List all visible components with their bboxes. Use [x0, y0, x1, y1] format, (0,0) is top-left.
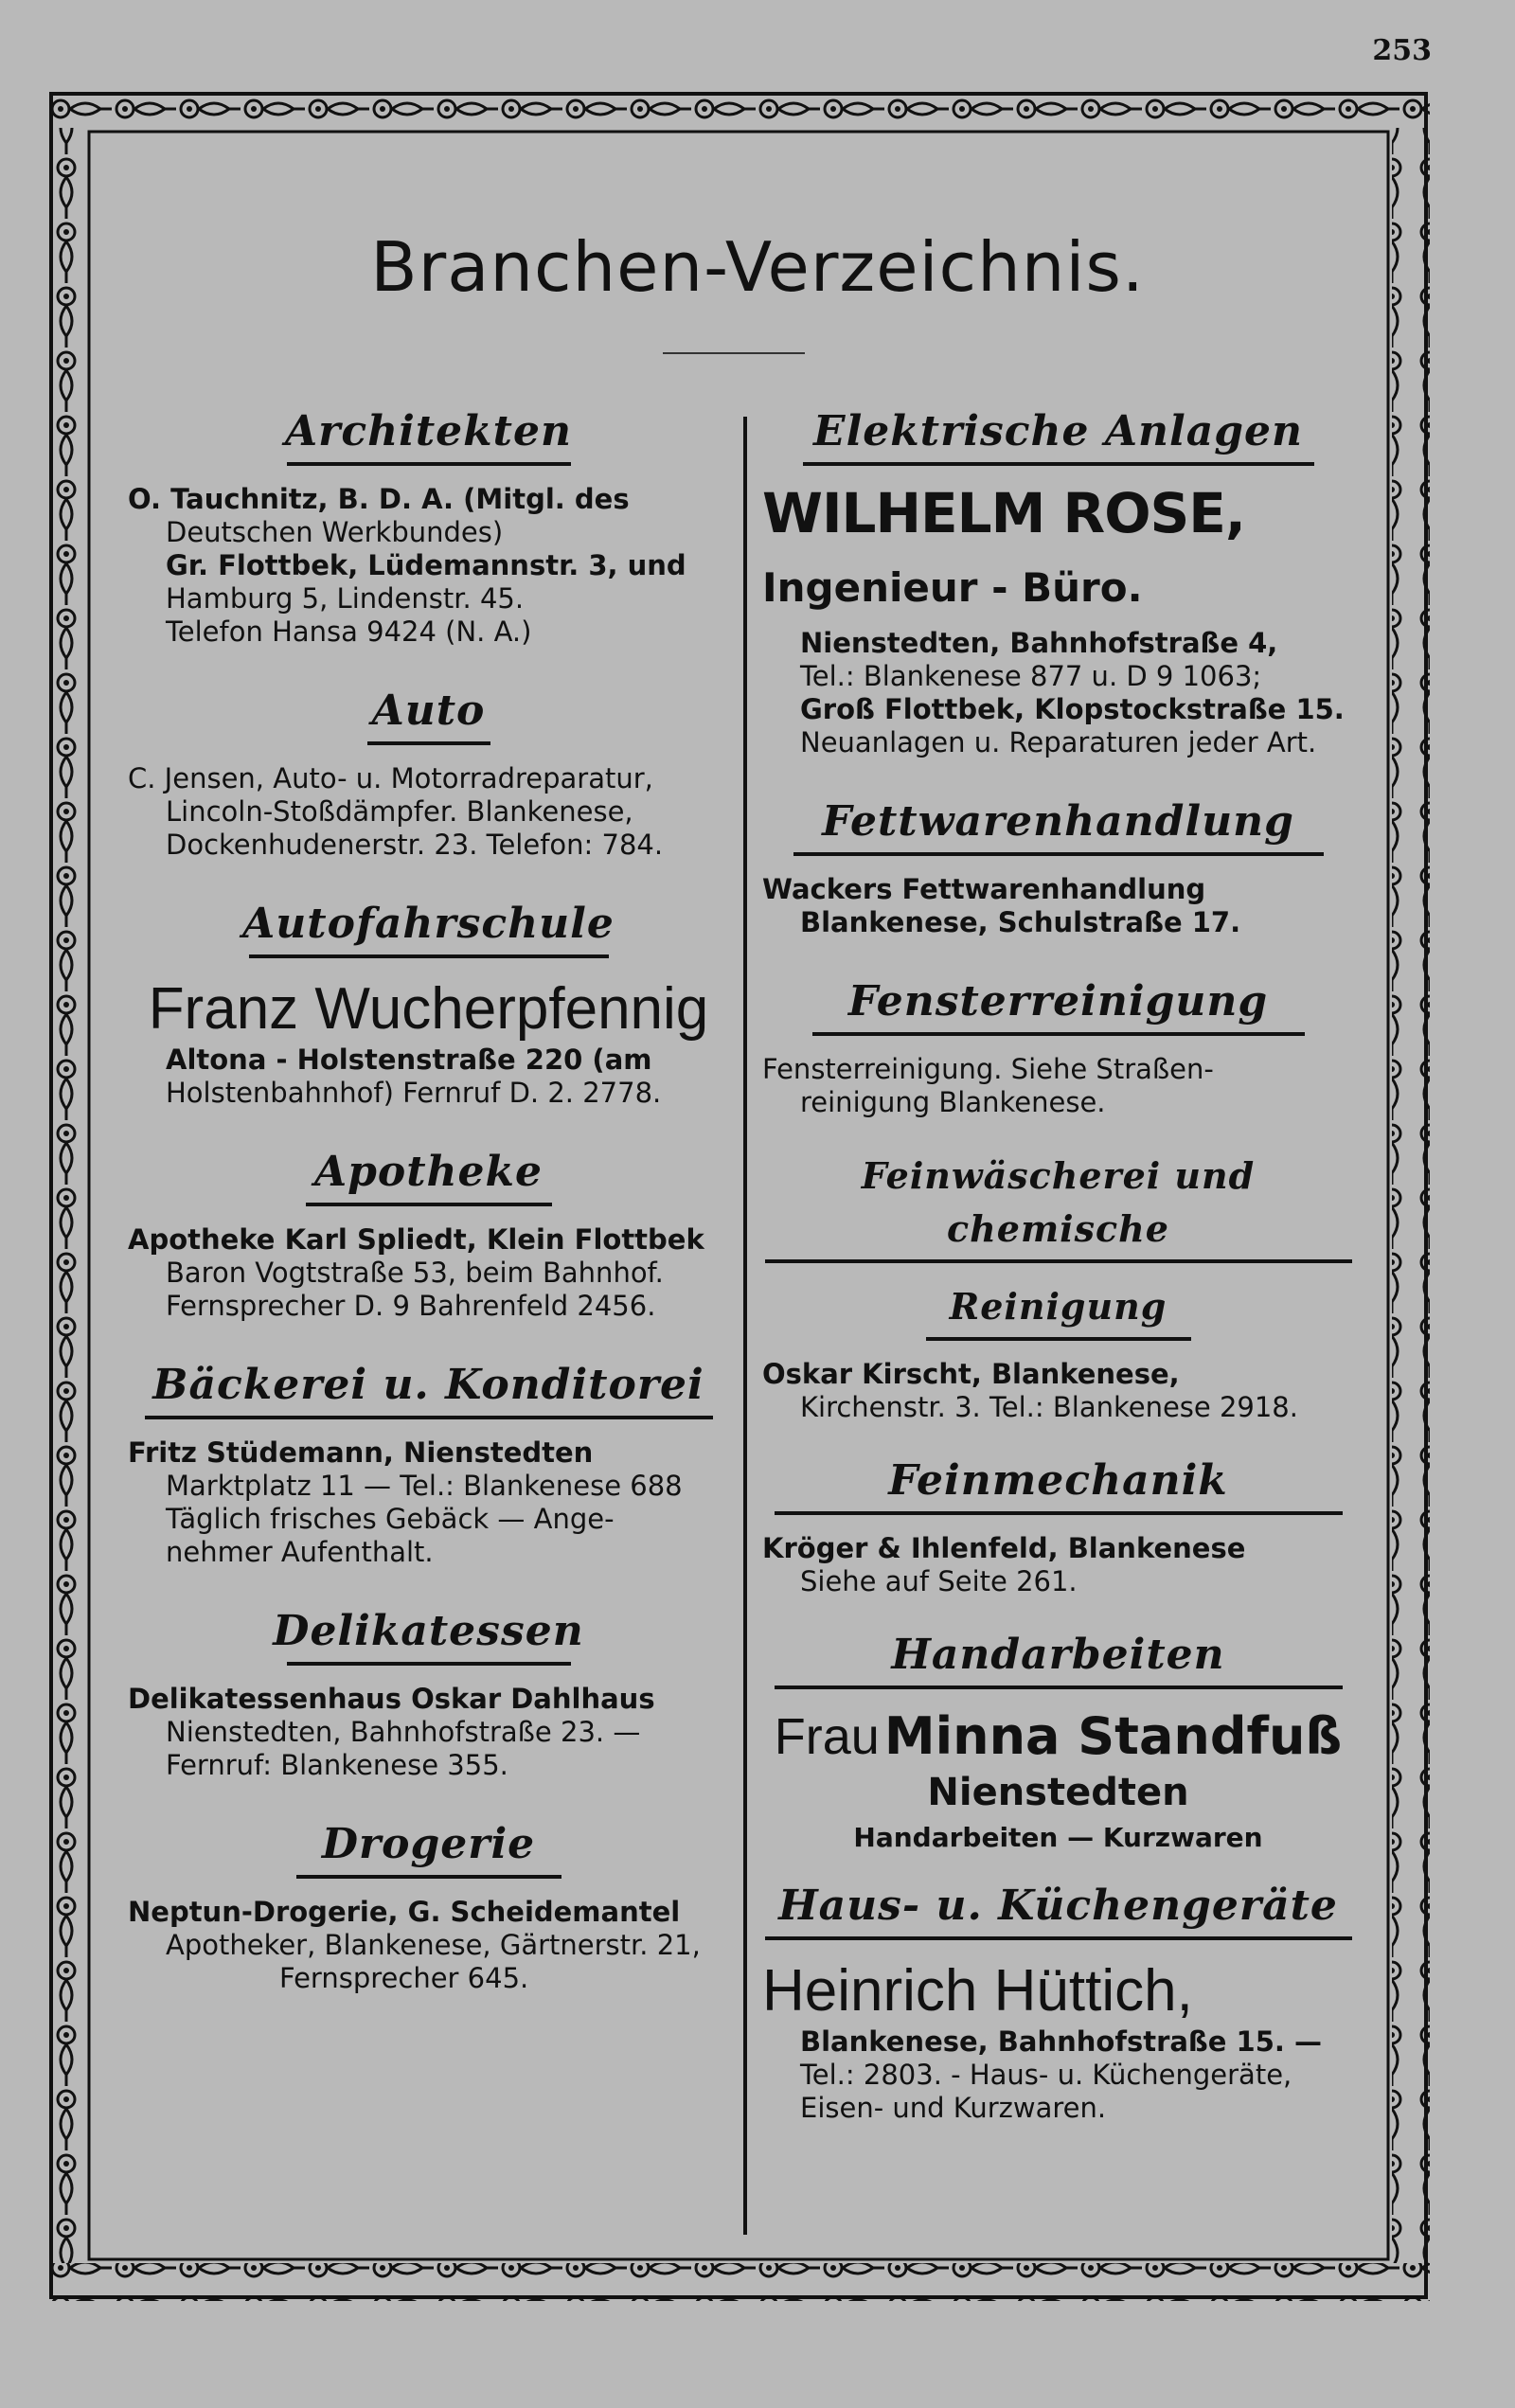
- entry-line: Dockenhudenerstr. 23. Telefon: 784.: [166, 829, 664, 861]
- entry-text: [128, 483, 729, 649]
- heading-rule: [306, 1203, 552, 1206]
- entry-line: Neuanlagen u. Reparaturen jeder Art.: [800, 726, 1317, 758]
- firm-name-main: WILHELM ROSE,: [762, 481, 1245, 545]
- heading-rule: [367, 741, 490, 745]
- entry-text: [762, 1053, 1354, 1119]
- entry-text: [128, 762, 729, 862]
- entry-line: Deutschen Werkbundes): [166, 516, 504, 548]
- entry-line: Kirchenstr. 3. Tel.: Blankenese 2918.: [800, 1391, 1298, 1423]
- entry-line: Fritz Stüdemann, Nienstedten: [128, 1436, 594, 1469]
- heading-rule: [803, 462, 1314, 466]
- section-auto: [128, 677, 729, 862]
- entry-line: Siehe auf Seite 261.: [800, 1565, 1078, 1597]
- section-heading: Fensterreinigung: [847, 977, 1269, 1026]
- entry-line: Fernsprecher 645.: [279, 1962, 529, 1994]
- page-title: Branchen-Verzeichnis.: [370, 227, 1145, 307]
- section-autofahrschule: [128, 890, 729, 1110]
- entry-line: Eisen- und Kurzwaren.: [800, 2092, 1107, 2124]
- entry-text: [128, 1043, 729, 1110]
- section-hausgeraete: [762, 1872, 1354, 2125]
- section-baeckerei: [128, 1351, 729, 1569]
- section-subheading: Reinigung: [949, 1285, 1167, 1328]
- entry-text: [762, 873, 1354, 939]
- entry-text: [762, 2025, 1354, 2125]
- heading-rule: [775, 1511, 1343, 1515]
- entry-text: [128, 1436, 729, 1569]
- entry-line: Neptun-Drogerie, G. Scheidemantel: [128, 1896, 681, 1928]
- section-delikatessen: [128, 1597, 729, 1782]
- section-fensterreinigung: [762, 968, 1354, 1119]
- title-rule: [663, 352, 805, 354]
- entry-line: Apotheker, Blankenese, Gärtnerstr. 21,: [166, 1929, 701, 1961]
- entry-line: Delikatessenhaus Oskar Dahlhaus: [128, 1683, 655, 1715]
- entry-text: [762, 1532, 1354, 1598]
- entry-line: Nienstedten, Bahnhofstraße 23. —: [166, 1716, 641, 1748]
- section-heading: Auto: [371, 687, 486, 735]
- entry-text: [128, 1896, 729, 1995]
- firm-name: Franz Wucherpfennig: [148, 976, 709, 1042]
- advert-minna-standfuss: [762, 1706, 1354, 1857]
- firm-name-suffix: Ingenieur - Büro.: [762, 564, 1143, 611]
- advert-frau: Frau: [774, 1708, 880, 1765]
- entry-line: Marktplatz 11 — Tel.: Blankenese 688: [166, 1470, 683, 1502]
- entry-line: Blankenese, Bahnhofstraße 15. —: [800, 2025, 1323, 2058]
- section-heading: Haus- u. Küchengeräte: [778, 1882, 1338, 1930]
- section-heading: Delikatessen: [273, 1607, 584, 1655]
- entry-line: Wackers Fettwarenhandlung: [762, 873, 1206, 905]
- heading-rule: [812, 1032, 1305, 1036]
- heading-rule: [775, 1686, 1343, 1689]
- section-elektrische-anlagen: [762, 398, 1354, 759]
- entry-line: Apotheke Karl Spliedt, Klein Flottbek: [128, 1223, 704, 1256]
- heading-rule: [765, 1936, 1352, 1940]
- entry-line: Fernruf: Blankenese 355.: [166, 1749, 508, 1781]
- entry-line: Groß Flottbek, Klopstockstraße 15.: [800, 693, 1345, 725]
- entry-line: O. Tauchnitz, B. D. A. (Mitgl. des: [128, 483, 630, 515]
- entry-line: Lincoln-Stoßdämpfer. Blankenese,: [166, 795, 633, 828]
- section-drogerie: [128, 1810, 729, 1995]
- entry-text: [762, 627, 1354, 759]
- heading-rule: [145, 1416, 713, 1419]
- right-column: [762, 398, 1354, 2125]
- entry-line: Fernsprecher D. 9 Bahrenfeld 2456.: [166, 1290, 656, 1322]
- entry-line: C. Jensen, Auto- u. Motorradreparatur,: [128, 762, 653, 794]
- section-fettwaren: [762, 788, 1354, 939]
- left-column: [128, 398, 729, 1995]
- section-heading: Feinmechanik: [888, 1456, 1228, 1505]
- entry-line: Oskar Kirscht, Blankenese,: [762, 1358, 1180, 1390]
- entry-text: [762, 1358, 1354, 1424]
- entry-line: nehmer Aufenthalt.: [166, 1536, 434, 1568]
- section-heading: Drogerie: [321, 1820, 536, 1868]
- firm-name: [762, 483, 1354, 627]
- advert-place: Nienstedten: [927, 1771, 1189, 1814]
- heading-rule: [287, 1662, 571, 1666]
- entry-text: [128, 1683, 729, 1782]
- entry-line: Hamburg 5, Lindenstr. 45.: [166, 582, 525, 615]
- section-handarbeiten: [762, 1621, 1354, 1857]
- advert-goods: Handarbeiten — Kurzwaren: [853, 1822, 1263, 1853]
- entry-line: Täglich frisches Gebäck — Ange-: [166, 1503, 615, 1535]
- heading-rule: [926, 1337, 1191, 1341]
- entry-line: Baron Vogtstraße 53, beim Bahnhof.: [166, 1257, 664, 1289]
- heading-rule: [249, 954, 609, 958]
- entry-line: Gr. Flottbek, Lüdemannstr. 3, und: [166, 549, 686, 581]
- section-heading: Apotheke: [313, 1148, 544, 1196]
- section-heading: Fettwarenhandlung: [822, 797, 1294, 846]
- heading-rule: [287, 462, 571, 466]
- entry-line: Altona - Holstenstraße 220 (am: [166, 1043, 652, 1076]
- entry-line: reinigung Blankenese.: [800, 1086, 1106, 1118]
- section-heading: Feinwäscherei und chemische: [861, 1154, 1256, 1250]
- section-heading: Bäckerei u. Konditorei: [152, 1361, 704, 1409]
- entry-line: Telefon Hansa 9424 (N. A.): [166, 615, 532, 648]
- section-apotheke: [128, 1138, 729, 1323]
- section-feinwaescherei: [762, 1142, 1354, 1424]
- entry-line: Tel.: Blankenese 877 u. D 9 1063;: [800, 660, 1262, 692]
- section-feinmechanik: [762, 1447, 1354, 1598]
- section-heading: Autofahrschule: [242, 900, 615, 948]
- entry-line: Kröger & Ihlenfeld, Blankenese: [762, 1532, 1246, 1564]
- advert-name: Minna Standfuß: [883, 1706, 1343, 1766]
- entry-line: Holstenbahnhof) Fernruf D. 2. 2778.: [166, 1077, 662, 1109]
- column-divider: [743, 417, 747, 2235]
- section-heading: Elektrische Anlagen: [813, 407, 1303, 455]
- entry-line: Nienstedten, Bahnhofstraße 4,: [800, 627, 1278, 659]
- section-heading: Handarbeiten: [891, 1631, 1225, 1679]
- heading-rule: [296, 1875, 561, 1879]
- entry-line: Tel.: 2803. - Haus- u. Küchengeräte,: [800, 2059, 1292, 2091]
- heading-rule: [793, 852, 1324, 856]
- entry-line: Fensterreinigung. Siehe Straßen-: [762, 1053, 1214, 1085]
- firm-name: Heinrich Hüttich,: [762, 1958, 1193, 2024]
- section-heading: Architekten: [285, 407, 572, 455]
- entry-line: Blankenese, Schulstraße 17.: [800, 906, 1241, 938]
- entry-text: [128, 1223, 729, 1323]
- heading-rule: [765, 1259, 1352, 1263]
- page-number: 253: [1372, 34, 1432, 67]
- section-architekten: [128, 398, 729, 649]
